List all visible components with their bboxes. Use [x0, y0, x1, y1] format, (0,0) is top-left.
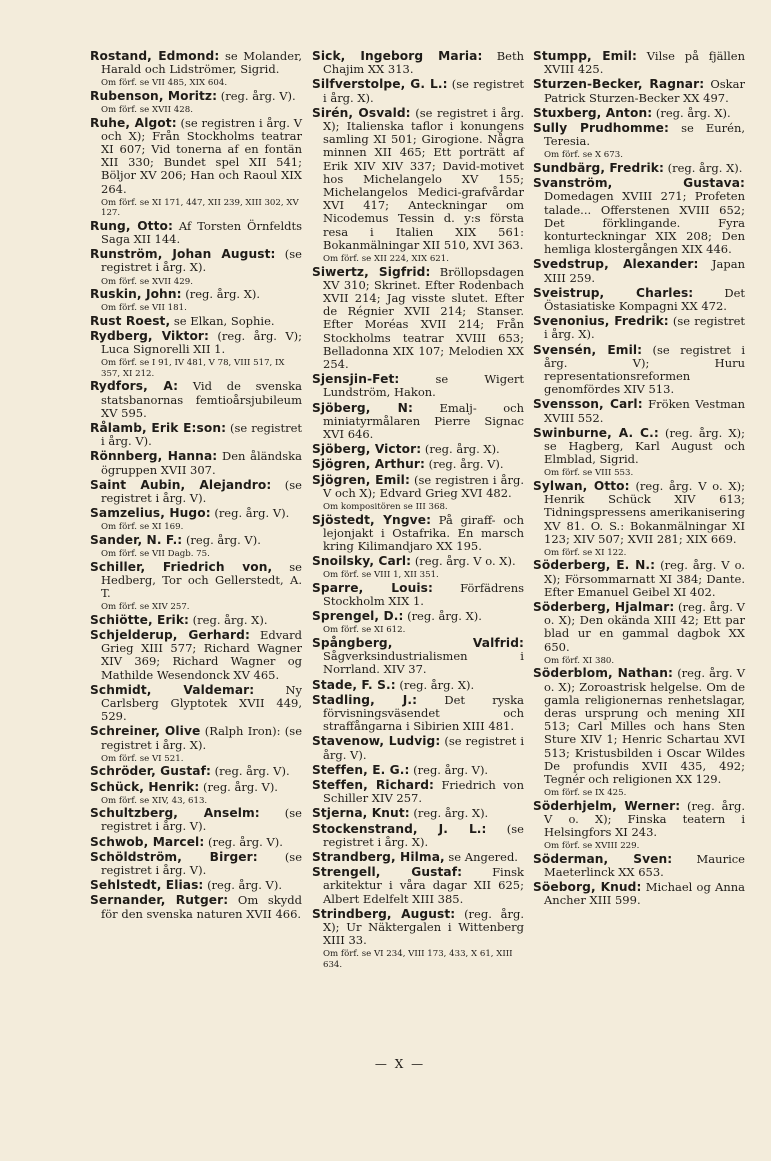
index-entry — [312, 908, 524, 948]
entry-references: Det Östasiatiske Kompagni XX 472. — [544, 285, 746, 313]
entry-author-note: Om förf. se X 673. — [544, 150, 623, 161]
index-entry — [533, 177, 745, 256]
entry-author: Svanström, Gustava: — [533, 176, 745, 191]
entry-author: Rung, Otto: — [90, 218, 173, 233]
entry-author-note: Om förf. se VII 181. — [101, 303, 187, 314]
entry-author: Ruhe, Algot: — [90, 115, 177, 130]
index-entry — [312, 555, 524, 568]
entry-author-note: Om förf. se XIV 257. — [101, 602, 190, 613]
entry-author-note: Om förf. se XII 224, XIX 621. — [323, 254, 449, 265]
index-entry — [312, 107, 524, 252]
entry-author-note: Om förf. se XVII 429. — [101, 276, 193, 287]
entry-author-note: Om förf. se XVII 428. — [101, 105, 193, 116]
entry-author: Sjensjin-Fet: — [312, 372, 400, 387]
index-entry — [90, 507, 302, 520]
entry-author-note: Om förf. XI 380. — [544, 655, 615, 666]
index-entry — [90, 781, 302, 794]
entry-references: (se registret i årg. V). — [101, 421, 302, 449]
index-entry — [90, 315, 302, 328]
entry-references: (se registret i årg. X); Italienska taflor i konungens samling XI 501; Girogione. Några minnen XII 465; Ett porträtt af Erik XIV XIV 337; David-motivet hos Michelangelo XV 155; Michelangelos Medici-grafvårdar XVI 417; Anteckningar om Nicodemus Tessin d. y:s första resa i Italien XIX 561: Bokanmälningar XII 510, XVI 363. — [323, 105, 525, 252]
index-entry — [90, 117, 302, 196]
index-entry — [312, 514, 524, 554]
entry-author: Siwertz, Sigfrid: — [312, 264, 431, 279]
index-entry — [90, 561, 302, 601]
entry-author: Stuxberg, Anton: — [533, 105, 653, 120]
page-folio: — X — — [374, 1057, 426, 1071]
entry-author-note: Om förf. se VI 234, VIII 173, 433, X 61, XIII 634. — [323, 949, 513, 970]
index-entry — [90, 725, 302, 751]
entry-references: (reg. årg. V o. X); Henrik Schück XIV 613; Tidningspressens amerikanisering XV 81. O. S.: Bokanmälningar XI 123; XIV 507; XVII 281; XIX 669. — [544, 478, 746, 546]
entry-author: Spångberg, Valfrid: — [312, 635, 524, 650]
index-entry — [90, 684, 302, 724]
entry-author: Schröder, Gustaf: — [90, 764, 212, 779]
index-entry — [90, 90, 302, 103]
entry-author: Söderman, Sven: — [533, 851, 673, 866]
index-entry — [533, 122, 745, 148]
index-entry — [90, 50, 302, 76]
entry-author: Schwob, Marcel: — [90, 834, 205, 849]
entry-author: Rydfors, A: — [90, 379, 179, 394]
index-entry — [90, 422, 302, 448]
entry-author: Sprengel, D.: — [312, 609, 404, 624]
entry-references: (reg. årg. V). — [428, 457, 504, 472]
index-entry — [312, 851, 524, 864]
entry-references: (se registret i årg. X). — [323, 77, 524, 105]
entry-author-note: Om förf. se XI 612. — [323, 625, 406, 636]
entry-references: (reg. årg. V); Luca Signorelli XII 1. — [101, 329, 303, 357]
entry-references: (reg. årg. X); Ur Näktergalen i Wittenberg XIII 33. — [323, 906, 525, 948]
index-entry — [90, 248, 302, 274]
entry-references: (se registren i årg. V och X); Edvard Grieg XVI 482. — [323, 472, 524, 500]
index-entry — [312, 474, 524, 500]
entry-references: Det ryska förvisningsväsendet och straffångarna i Sibirien XIII 481. — [323, 692, 524, 734]
entry-references: (reg. årg. X). — [413, 806, 489, 821]
entry-author: Samzelius, Hugo: — [90, 506, 211, 521]
entry-references: (reg. årg. V o. X); Försommarnatt XI 384; Dante. Efter Emanuel Geibel XI 402. — [544, 558, 745, 599]
entry-author: Silfverstolpe, G. L.: — [312, 77, 448, 92]
entry-author: Sander, N. F.: — [90, 532, 183, 547]
entry-author: Sundbärg, Fredrik: — [533, 160, 664, 175]
entry-references: (se registret i årg. X). — [323, 821, 524, 849]
entry-author-note: Om förf. se VI 521. — [101, 753, 184, 764]
entry-references: (se registret i årg. V). — [323, 734, 524, 762]
index-entry — [90, 629, 302, 682]
entry-author: Stadling, J.: — [312, 692, 418, 707]
index-entry — [90, 380, 302, 420]
index-entry — [90, 330, 302, 356]
entry-references: Japan XIII 259. — [544, 257, 745, 285]
index-entry — [533, 667, 745, 786]
entry-author: Söderhjelm, Werner: — [533, 798, 681, 813]
entry-author-note: Om förf. se XI 169. — [101, 522, 184, 533]
index-column-2 — [312, 50, 524, 971]
index-column-1 — [90, 50, 302, 923]
entry-author: Sick, Ingeborg Maria: — [312, 49, 483, 63]
entry-references: Sågverksindustrialismen i Norrland. XIV 37. — [323, 649, 524, 677]
entry-references: (reg. årg. V). — [207, 834, 283, 849]
index-entry — [312, 78, 524, 104]
index-entry — [533, 107, 745, 120]
entry-references: Om skydd för den svenska naturen XVII 466. — [101, 893, 302, 921]
index-entry — [312, 443, 524, 456]
index-column-3 — [533, 50, 745, 910]
entry-references: (se registret i årg. V). — [101, 477, 302, 506]
entry-references: Michael og Anna Ancher XIII 599. — [544, 880, 745, 908]
index-entry — [533, 800, 745, 840]
index-entry — [90, 220, 302, 246]
entry-author-note: Om förf. se VIII 553. — [544, 468, 634, 479]
entry-references: Domedagen XVIII 271; Profeten talade... Offerstenen XVIII 652; Det förklingande. Fyra konturteckningar XIX 208; Den hemliga klostergången XIX 446. — [544, 189, 745, 257]
index-entry — [90, 879, 302, 892]
entry-references: se Molander, Harald och Lidströmer, Sigrid. — [101, 49, 302, 77]
index-entry — [312, 823, 524, 849]
index-entry — [90, 851, 302, 877]
index-entry — [312, 458, 524, 471]
entry-author: Schöldström, Birger: — [90, 849, 258, 864]
entry-author: Sjöstedt, Yngve: — [312, 512, 432, 527]
entry-author: Rostand, Edmond: — [90, 49, 220, 63]
entry-references: (reg. årg. V o. X); Finska teatern i Helsingfors XI 243. — [544, 798, 745, 840]
entry-references: (se registret i årg. V); Huru representationsreformen genomfördes XIV 513. — [544, 342, 746, 397]
entry-author-note: Om förf. se IX 425. — [544, 788, 627, 799]
entry-references: Bröllopsdagen XV 310; Skrinet. Efter Rodenbach XVII 214; Jag visste slutet. Efter de Régnier XVII 214; Stanser. Efter Moréas XVII 214; Från Stockholms teatrar XVIII 653; Belladonna XIX 107; Melodien XX 254. — [323, 264, 524, 371]
entry-author: Söderberg, Hjalmar: — [533, 600, 675, 615]
entry-author: Sirén, Osvald: — [312, 105, 411, 120]
entry-author: Saint Aubin, Alejandro: — [90, 477, 272, 492]
entry-references: (reg. årg. V). — [413, 762, 489, 777]
index-entry — [312, 610, 524, 623]
entry-references: På giraff- och lejonjakt i Ostafrika. En marsch kring Kilimandjaro XX 195. — [323, 512, 524, 553]
entry-author-note: Om kompositören se III 368. — [323, 502, 448, 512]
entry-author: Sehlstedt, Elias: — [90, 878, 204, 893]
entry-references: Beth Chajim XX 313. — [323, 49, 524, 77]
entry-author-note: Om förf. se XI 171, 447, XII 239, XIII 302, XV 127. — [101, 197, 299, 219]
entry-author: Svedstrup, Alexander: — [533, 257, 699, 272]
entry-author: Stavenow, Ludvig: — [312, 734, 441, 749]
entry-author: Strindberg, August: — [312, 906, 456, 921]
entry-references: (reg. årg. V). — [220, 88, 296, 103]
index-entry — [533, 50, 745, 76]
entry-author: Rålamb, Erik E:son: — [90, 421, 227, 436]
entry-references: (reg. årg. X). — [655, 105, 731, 120]
index-entry — [90, 765, 302, 778]
index-entry — [312, 373, 524, 399]
index-entry — [312, 735, 524, 761]
entry-references: (reg. årg. X). — [399, 677, 475, 692]
index-entry — [90, 288, 302, 301]
entry-references: Edvard Grieg XIII 577; Richard Wagner XIV 369; Richard Wagner og Mathilde Wesendonck XV 465. — [101, 628, 302, 682]
entry-references: (reg. årg. V). — [185, 532, 261, 547]
index-entry — [533, 258, 745, 284]
index-entry — [312, 764, 524, 777]
entry-author: Steffen, Richard: — [312, 777, 435, 792]
index-entry — [312, 779, 524, 805]
entry-references: se Hedberg, Tor och Gellerstedt, A. T. — [101, 559, 302, 601]
entry-references: Af Torsten Örnfeldts Saga XII 144. — [101, 218, 303, 247]
entry-references: (reg. årg. X). — [424, 442, 500, 457]
entry-author: Ruskin, John: — [90, 287, 182, 302]
index-entry — [90, 479, 302, 505]
index-entry — [533, 853, 745, 879]
entry-author: Svensén, Emil: — [533, 342, 643, 357]
index-entry — [312, 266, 524, 372]
entry-author: Rönnberg, Hanna: — [90, 449, 218, 464]
entry-author: Sjöberg, N: — [312, 400, 413, 415]
entry-references: se Wigert Lundström, Hakon. — [323, 372, 524, 400]
entry-references: Den åländska ögruppen XVII 307. — [101, 449, 302, 477]
index-entry — [90, 534, 302, 547]
entry-references: (reg. årg. V). — [203, 779, 278, 794]
entry-author: Sjögren, Arthur: — [312, 457, 425, 472]
entry-references: (se registret i årg. X). — [101, 247, 302, 275]
entry-author: Stjerna, Knut: — [312, 806, 410, 821]
entry-references: (se registret i årg. V). — [101, 849, 303, 878]
entry-author: Snoilsky, Carl: — [312, 554, 412, 569]
index-entry — [312, 807, 524, 820]
index-entry — [90, 807, 302, 833]
entry-references: (reg. årg. X); se Hagberg, Karl August och Elmblad, Sigrid. — [544, 425, 745, 467]
entry-author: Svenonius, Fredrik: — [533, 314, 669, 329]
index-entry — [533, 162, 745, 175]
entry-references: (reg. årg. V). — [214, 764, 290, 779]
entry-author: Söderblom, Nathan: — [533, 666, 674, 681]
index-entry — [312, 582, 524, 608]
index-entry — [533, 287, 745, 313]
entry-author: Söderberg, E. N.: — [533, 558, 656, 573]
entry-author: Söeborg, Knud: — [533, 880, 642, 895]
entry-references: (reg. årg. V o. X); Zoroastrisk helgelse. Om de gamla religionernas renhetslagar, deras ursprung och mening XII 513; Carl Milles och hans Sten Sture XIV 1; Henric Schartau XVI 513; Kristusbilden i Oscar Wildes De profundis XVII 435, 492; Tegnér och religionen XX 129. — [544, 666, 746, 786]
entry-references: Maurice Maeterlinck XX 653. — [544, 851, 745, 879]
entry-references: Fröken Vestman XVIII 552. — [544, 397, 745, 425]
entry-references: Friedrich von Schiller XIV 257. — [323, 777, 525, 806]
entry-author: Schjelderup, Gerhard: — [90, 628, 250, 642]
entry-references: Oskar Patrick Sturzen-Becker XX 497. — [544, 77, 745, 105]
entry-author-note: Om förf. se I 91, IV 481, V 78, VIII 517, IX 357, XI 212. — [101, 358, 285, 379]
index-entry — [533, 344, 745, 397]
entry-author: Runström, Johan August: — [90, 247, 276, 262]
index-entry — [533, 78, 745, 104]
entry-references: (se registren i årg. V och X); Från Stockholms teatrar XI 607; Vid tonerna af en fontän XII 330; Bundet spel XII 541; Böljor XV 206; Han och Raoul XIX 264. — [101, 115, 302, 196]
entry-references: Förfädrens Stockholm XIX 1. — [323, 580, 525, 609]
index-entry — [533, 315, 745, 341]
entry-references: Finsk arkitektur i våra dagar XII 625; Albert Edelfelt XIII 385. — [323, 865, 525, 906]
entry-author: Strengell, Gustaf: — [312, 865, 463, 880]
entry-author: Sylwan, Otto: — [533, 478, 630, 493]
entry-author: Stockenstrand, J. L.: — [312, 821, 487, 836]
entry-author: Rydberg, Viktor: — [90, 329, 210, 344]
index-entry — [312, 694, 524, 734]
index-entry — [312, 402, 524, 442]
entry-references: Vilse på fjällen XVIII 425. — [544, 49, 746, 77]
entry-references: (reg. årg. X). — [667, 160, 743, 175]
entry-references: se Angered. — [448, 849, 518, 864]
entry-references: Vid de svenska statsbanornas femtioårsjubileum XV 595. — [101, 379, 302, 420]
entry-author-note: Om förf. se XVIII 229. — [544, 841, 640, 852]
index-entry — [533, 881, 745, 907]
index-entry — [533, 480, 745, 546]
entry-author: Schück, Henrik: — [90, 779, 200, 794]
entry-references: (reg. årg. X). — [407, 609, 482, 624]
entry-references: (reg. årg. V o. X); Den okända XIII 42; Ett par blad ur en gammal dagbok XX 650. — [544, 600, 745, 654]
entry-references: se Elkan, Sophie. — [173, 313, 275, 328]
entry-author: Swinburne, A. C.: — [533, 425, 659, 440]
index-entry — [90, 894, 302, 920]
entry-author: Steffen, E. G.: — [312, 762, 410, 777]
entry-references: (reg. årg. V). — [207, 878, 282, 893]
index-entry — [533, 427, 745, 467]
entry-author: Sjöberg, Victor: — [312, 442, 422, 457]
entry-author: Stumpp, Emil: — [533, 49, 637, 63]
entry-author-note: Om förf. se VII Dagb. 75. — [101, 549, 210, 560]
entry-author: Stade, F. S.: — [312, 677, 396, 692]
index-entry — [90, 450, 302, 476]
entry-author: Schmidt, Valdemar: — [90, 682, 255, 697]
entry-author: Sully Prudhomme: — [533, 121, 669, 136]
entry-author: Strandberg, Hilma, — [312, 849, 445, 864]
entry-references: (reg. årg. X). — [185, 287, 261, 302]
entry-author-note: Om förf. se XI 122. — [544, 547, 627, 558]
index-entry — [90, 836, 302, 849]
entry-references: Emalj- och miniatyrmålaren Pierre Signac XVI 646. — [323, 400, 524, 441]
entry-author: Sparre, Louis: — [312, 580, 433, 595]
index-entry — [312, 866, 524, 906]
entry-references: (se registret i årg. X). — [544, 314, 746, 342]
index-entry — [533, 559, 745, 599]
entry-author: Sturzen-Becker, Ragnar: — [533, 77, 705, 92]
index-entry — [533, 601, 745, 654]
entry-author: Schiötte, Erik: — [90, 612, 190, 627]
index-entry — [312, 679, 524, 692]
index-entry — [533, 398, 745, 424]
entry-references: (reg. årg. V o. X). — [414, 554, 516, 569]
entry-author: Schultzberg, Anselm: — [90, 806, 260, 821]
entry-author-note: Om förf. se VII 485, XIX 604. — [101, 78, 228, 89]
entry-author: Sernander, Rutger: — [90, 893, 229, 908]
entry-references: (Ralph Iron): (se registret i årg. X). — [101, 724, 302, 752]
entry-references: (se registret i årg. V). — [101, 806, 302, 834]
index-entry — [90, 614, 302, 627]
entry-references: (reg. årg. V). — [214, 506, 290, 521]
entry-author-note: Om förf. se VIII 1, XII 351. — [323, 570, 439, 581]
index-entry — [312, 50, 524, 76]
index-entry — [312, 637, 524, 677]
entry-references: se Eurén, Teresia. — [544, 121, 746, 149]
entry-author: Sjögren, Emil: — [312, 472, 410, 487]
entry-references: (reg. årg. X). — [192, 612, 268, 627]
entry-author: Schreiner, Olive — [90, 724, 201, 739]
entry-author: Svensson, Carl: — [533, 397, 643, 412]
entry-author-note: Om förf. se XIV, 43, 613. — [101, 795, 208, 806]
entry-author: Schiller, Friedrich von, — [90, 559, 273, 574]
entry-author: Rust Roest, — [90, 313, 171, 328]
entry-references: Ny Carlsberg Glyptotek XVII 449, 529. — [101, 682, 302, 724]
entry-author: Rubenson, Moritz: — [90, 88, 218, 103]
entry-author: Sveistrup, Charles: — [533, 285, 694, 300]
